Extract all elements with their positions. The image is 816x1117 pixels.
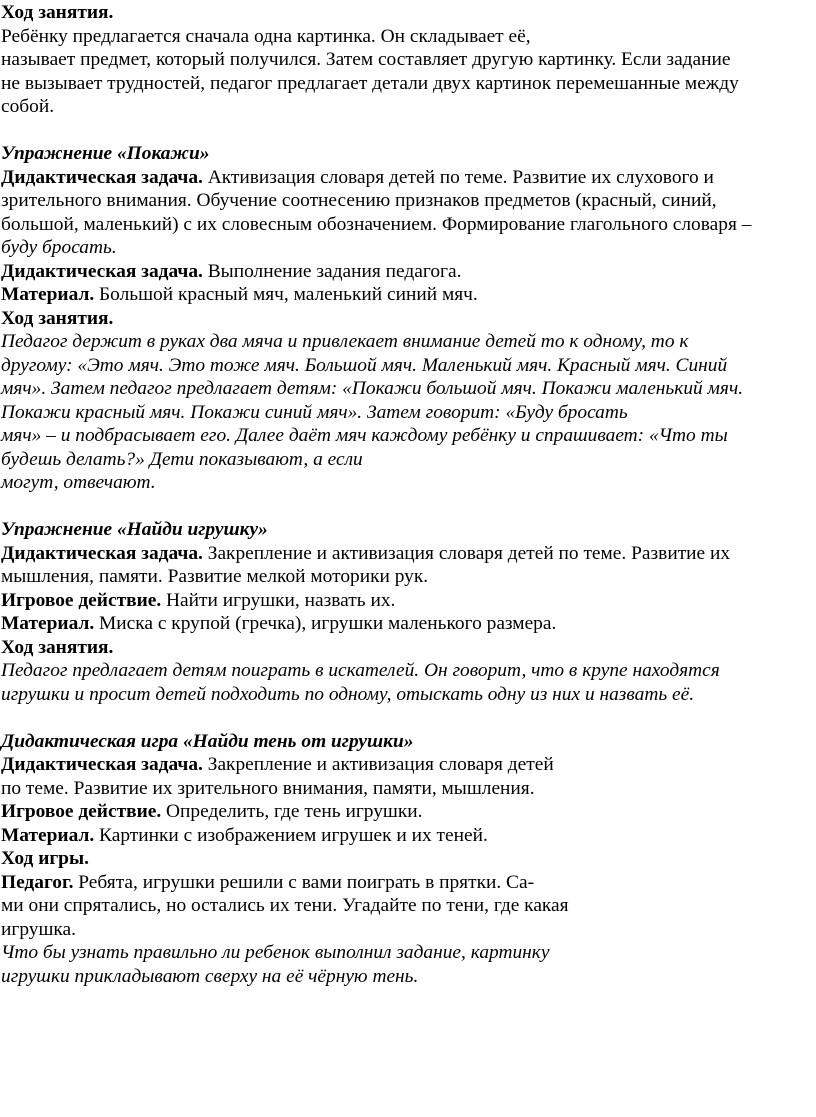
section3-title: Дидактическая игра «Найди тень от игрушки» (1, 730, 414, 752)
section2-course-heading: Ход занятия. (1, 636, 114, 658)
section3-material-line: Материал. Картинки с изображением игрушек и их теней. (1, 824, 488, 846)
section2-material-line: Материал. Миска с крупой (гречка), игрушки маленького размера. (1, 613, 557, 634)
section3-teacher-line: игрушка. (1, 918, 76, 940)
section2-title: Упражнение «Найди игрушку» (1, 519, 268, 540)
section1-material-line: Материал. Большой красный мяч, маленький синий мяч. (1, 284, 478, 305)
spacer (1, 495, 816, 519)
section1-task-line: Дидактическая задача. Активизация словаря детей по теме. Развитие их слухового и (1, 166, 714, 188)
section3-course-heading: Ход игры. (1, 848, 89, 869)
section1-task-italic: буду бросать. (1, 237, 117, 258)
section1-course-line: Покажи красный мяч. Покажи синий мяч». Затем говорит: «Буду бросать (1, 401, 628, 423)
spacer (1, 119, 816, 143)
section1-course-line: будешь делать?» Дети показывают, а если (1, 448, 363, 470)
section3-teacher-line: ми они спрятались, но остались их тени. Угадайте по тени, где какая (1, 895, 569, 916)
section1-title: Упражнение «Покажи» (1, 143, 210, 164)
section1-course-line: могут, отвечают. (1, 472, 156, 493)
section1-task2-line: Дидактическая задача. Выполнение задания педагога. (1, 260, 462, 282)
spacer (1, 706, 816, 730)
section3-note-line: Что бы узнать правильно ли ребенок выполнил задание, картинку (1, 942, 550, 963)
section1-task-line: зрительного внимания. Обучение соотнесению признаков предметов (красный, синий, (1, 190, 717, 211)
section3-task-line: по теме. Развитие их зрительного внимания, памяти, мышления. (1, 777, 535, 799)
section2-task-line: Дидактическая задача. Закрепление и активизация словаря детей по теме. Развитие их (1, 542, 731, 564)
section1-course-line: мяч». Затем педагог предлагает детям: «Покажи большой мяч. Покажи маленький мяч. (1, 378, 744, 399)
section3-note-line: игрушки прикладывают сверху на её чёрную тень. (1, 965, 419, 987)
section2-course-line: Педагог предлагает детям поиграть в искателей. Он говорит, что в крупе находятся (1, 660, 720, 681)
section2-action-line: Игровое действие. Найти игрушки, назвать их. (1, 589, 396, 611)
intro-line: собой. (1, 96, 55, 117)
section1-course-line: другому: «Это мяч. Это тоже мяч. Большой мяч. Маленький мяч. Красный мяч. Синий (1, 354, 728, 376)
section3-action-line: Игровое действие. Определить, где тень игрушки. (1, 801, 423, 822)
section1-course-line: мяч» – и подбрасывает его. Далее даёт мяч каждому ребёнку и спрашивает: «Что ты (1, 425, 728, 446)
intro-line: не вызывает трудностей, педагог предлагает детали двух картинок перемешанные между (1, 72, 739, 94)
section2-course-line: игрушки и просит детей подходить по одному, отыскать одну из них и назвать её. (1, 683, 695, 705)
section2-task-line: мышления, памяти. Развитие мелкой моторики рук. (1, 566, 429, 587)
intro-line: называет предмет, который получился. Затем составляет другую картинку. Если задание (1, 49, 731, 70)
section1-course-heading: Ход занятия. (1, 307, 114, 329)
section1-task-line: большой, маленький) с их словесным обозначением. Формирование глагольного словаря – (1, 213, 752, 235)
intro-heading: Ход занятия. (1, 2, 114, 23)
intro-line: Ребёнку предлагается сначала одна картинка. Он складывает её, (1, 25, 531, 47)
section3-teacher-line: Педагог. Ребята, игрушки решили с вами поиграть в прятки. Са- (1, 871, 535, 893)
section1-course-line: Педагог держит в руках два мяча и привлекает внимание детей то к одному, то к (1, 331, 689, 352)
section3-task-line: Дидактическая задача. Закрепление и активизация словаря детей (1, 754, 554, 775)
